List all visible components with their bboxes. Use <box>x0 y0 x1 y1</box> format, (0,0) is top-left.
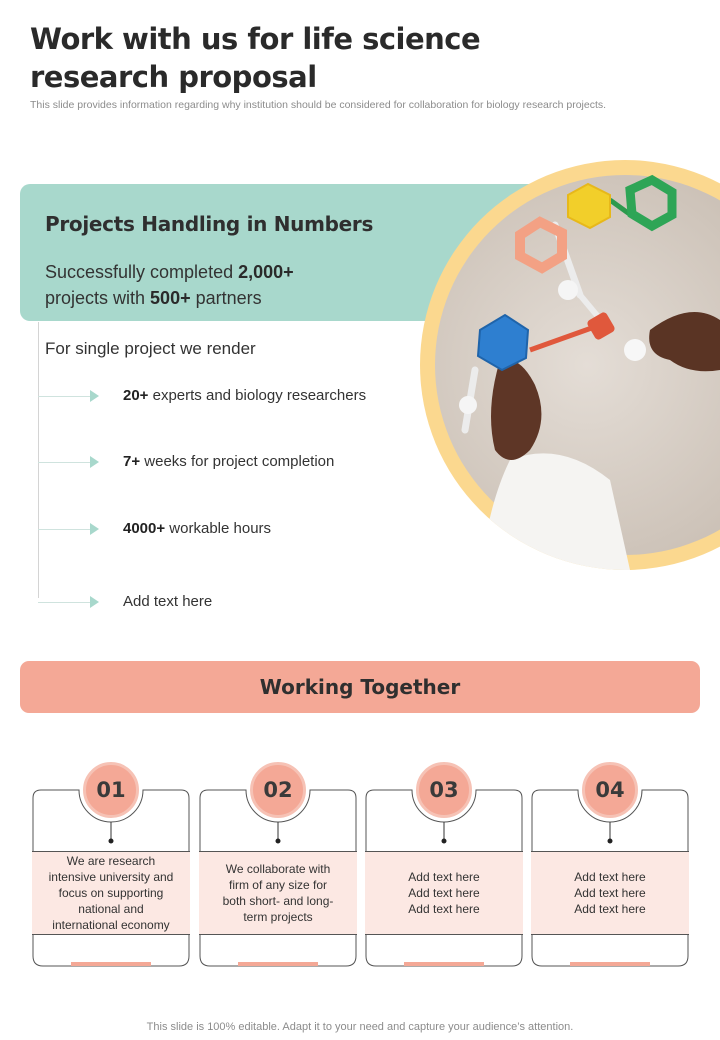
render-item-value: 20+ <box>123 387 149 404</box>
connector-line <box>38 396 90 397</box>
card-text-line: international economy <box>52 918 170 932</box>
render-item-text <box>123 453 334 470</box>
render-label: For single project we render <box>45 339 256 358</box>
card-text-line: We collaborate with <box>225 862 331 876</box>
stats-completed-value: 2,000+ <box>238 262 294 282</box>
card-accent-bar <box>570 962 650 966</box>
feature-card-03 <box>364 762 524 968</box>
connector-line <box>38 602 90 603</box>
page-subtitle: This slide provides information regarding why institution should be considered for collaboration for biology research projects. <box>30 99 607 111</box>
render-item-label: workable hours <box>165 520 272 537</box>
feature-card-01 <box>31 762 191 968</box>
render-item-text <box>123 593 212 610</box>
triangle-bullet-icon <box>90 523 99 535</box>
render-item-value: 4000+ <box>123 520 166 537</box>
render-item-text <box>123 520 271 537</box>
card-text-line: Add text here <box>574 886 646 900</box>
render-item-label: weeks for project completion <box>140 453 335 470</box>
stats-completed-label: Successfully completed <box>45 262 239 282</box>
footer-note: This slide is 100% editable. Adapt it to your need and capture your audience’s attention. <box>146 1021 574 1033</box>
card-text-line: Add text here <box>574 902 646 916</box>
card-text <box>199 851 357 935</box>
stats-line-partners <box>45 288 262 309</box>
working-together-banner: Working Together <box>20 661 700 713</box>
render-item <box>38 520 438 540</box>
stats-partners-value: 500+ <box>150 288 191 308</box>
card-text-line: Add text here <box>408 886 480 900</box>
stats-line-completed <box>45 262 294 283</box>
card-text-line: Add text here <box>408 902 480 916</box>
card-text-line: Add text here <box>574 870 646 884</box>
render-item-label: experts and biology researchers <box>148 387 367 404</box>
card-text-line: We are research <box>66 854 156 868</box>
render-item-label: Add text here <box>123 593 213 610</box>
card-number-badge: 01 <box>83 762 139 818</box>
card-text-line: term projects <box>243 910 313 924</box>
card-text <box>365 851 523 935</box>
card-number-badge: 02 <box>250 762 306 818</box>
card-text-line: both short- and long- <box>222 894 334 908</box>
render-item <box>38 387 438 407</box>
card-text <box>531 851 689 935</box>
render-item-text <box>123 387 366 404</box>
card-accent-bar <box>404 962 484 966</box>
stats-partners-suffix: partners <box>190 288 262 308</box>
page-title: Work with us for life science research proposal <box>30 22 481 94</box>
card-text-line: focus on supporting <box>58 886 164 900</box>
render-item <box>38 453 438 473</box>
feature-card-04 <box>530 762 690 968</box>
card-text-line: firm of any size for <box>228 878 328 892</box>
connector-line <box>38 529 90 530</box>
card-text-line: Add text here <box>408 870 480 884</box>
triangle-bullet-icon <box>90 390 99 402</box>
triangle-bullet-icon <box>90 456 99 468</box>
triangle-bullet-icon <box>90 596 99 608</box>
feature-card-02 <box>198 762 358 968</box>
card-accent-bar <box>238 962 318 966</box>
card-number-badge: 04 <box>582 762 638 818</box>
molecule-model-icon <box>420 160 720 570</box>
card-text <box>32 851 190 935</box>
card-text-line: national and <box>78 902 144 916</box>
render-item <box>38 593 438 613</box>
render-item-value: 7+ <box>123 453 141 470</box>
card-number-badge: 03 <box>416 762 472 818</box>
stats-partners-prefix: projects with <box>45 288 151 308</box>
card-accent-bar <box>71 962 151 966</box>
molecule-photo <box>420 160 720 570</box>
card-text-line: intensive university and <box>48 870 174 884</box>
connector-line <box>38 462 90 463</box>
stats-heading: Projects Handling in Numbers <box>45 212 374 236</box>
